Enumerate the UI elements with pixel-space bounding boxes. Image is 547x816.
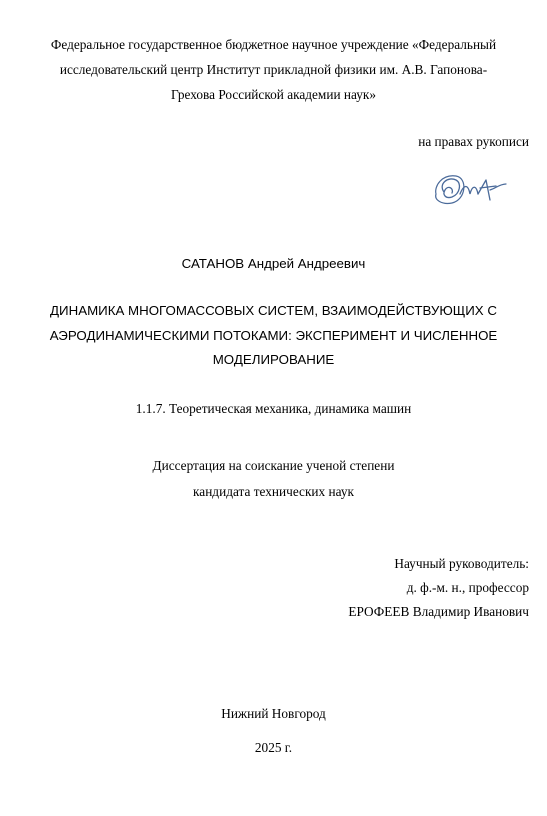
author-name: САТАНОВ Андрей Андреевич (181, 256, 366, 271)
handwritten-signature-icon (430, 170, 510, 210)
degree-line-1: Диссертация на соискание ученой степени (152, 458, 395, 473)
thesis-title-line-2: АЭРОДИНАМИЧЕСКИМИ ПОТОКАМИ: ЭКСПЕРИМЕНТ И ЧИСЛЕННОЕ (49, 328, 498, 343)
manuscript-note: на правах рукописи (418, 134, 529, 149)
institution-line-1: Федеральное государственное бюджетное научное учреждение «Федеральный (50, 37, 497, 52)
city: Нижний Новгород (221, 706, 326, 721)
thesis-title-line-3: МОДЕЛИРОВАНИЕ (212, 352, 335, 367)
institution-line-3: Грехова Российской академии наук» (171, 87, 376, 102)
institution-line-2: исследовательский центр Институт прикладной физики им. А.В. Гапонова- (59, 62, 488, 77)
specialty: 1.1.7. Теоретическая механика, динамика машин (135, 401, 412, 416)
supervisor-credentials: д. ф.-м. н., профессор (406, 580, 529, 595)
supervisor-name: ЕРОФЕЕВ Владимир Иванович (348, 604, 529, 619)
year: 2025 г. (254, 740, 293, 755)
thesis-title-line-1: ДИНАМИКА МНОГОМАССОВЫХ СИСТЕМ, ВЗАИМОДЕЙСТВУЮЩИХ С (50, 303, 497, 318)
degree-line-2: кандидата технических наук (193, 484, 354, 499)
supervisor-label: Научный руководитель: (394, 556, 529, 571)
